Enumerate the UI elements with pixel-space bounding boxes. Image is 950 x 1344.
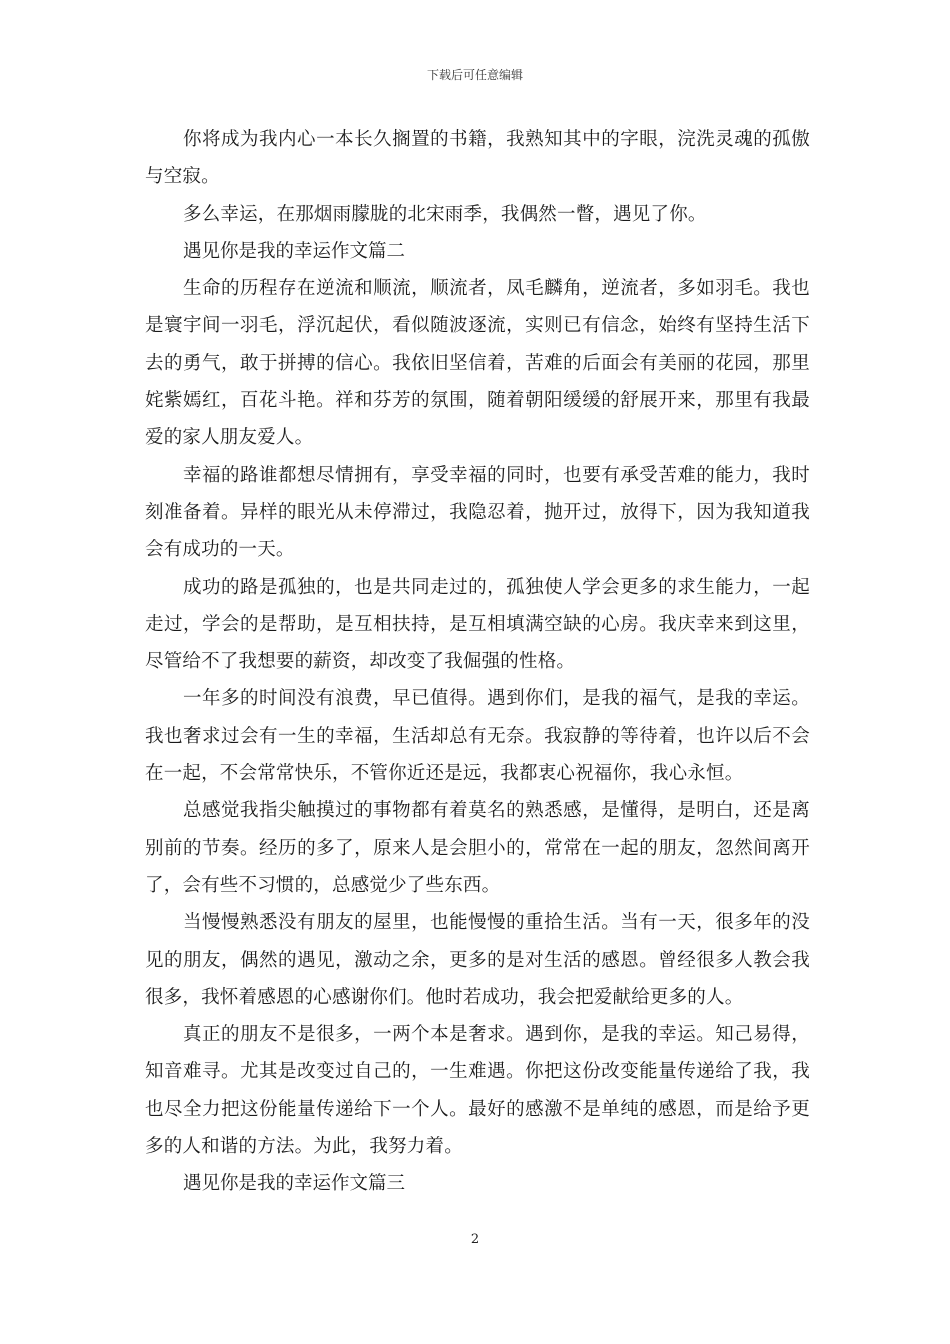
- paragraph: 当慢慢熟悉没有朋友的屋里，也能慢慢的重拾生活。当有一天，很多年的没见的朋友，偶然的遇见，激动之余，更多的是对生活的感恩。曾经很多人教会我很多，我怀着感恩的心感谢你们。他时若成功，我会把爱献给更多的人。: [145, 912, 810, 1008]
- paragraph: 总感觉我指尖触摸过的事物都有着莫名的熟悉感，是懂得，是明白，还是离别前的节奏。经历的多了，原来人是会胆小的，常常在一起的朋友，忽然间离开了，会有些不习惯的，总感觉少了些东西。: [145, 800, 810, 896]
- paragraph: 生命的历程存在逆流和顺流，顺流者，凤毛麟角，逆流者，多如羽毛。我也是寰宇间一羽毛，浮沉起伏，看似随波逐流，实则已有信念，始终有坚持生活下去的勇气，敢于拼搏的信心。我依旧坚信着，苦难的后面会有美丽的花园，那里姹紫嫣红，百花斗艳。祥和芬芳的氛围，随着朝阳缓缓的舒展开来，那里有我最爱的家人朋友爱人。: [145, 278, 810, 449]
- section-heading: 遇见你是我的幸运作文篇三: [183, 1173, 406, 1195]
- section-heading: 遇见你是我的幸运作文篇二: [183, 240, 406, 262]
- document-body: [145, 121, 810, 1203]
- page-header: 下载后可任意编辑: [426, 68, 523, 82]
- paragraph: 真正的朋友不是很多，一两个本是奢求。遇到你，是我的幸运。知己易得，知音难寻。尤其是改变过自己的，一生难遇。你把这份改变能量传递给了我，我也尽全力把这份能量传递给下一个人。最好的感激不是单纯的感恩，而是给予更多的人和谐的方法。为此，我努力着。: [145, 1024, 810, 1158]
- page-number: 2: [470, 1232, 480, 1247]
- paragraph: 一年多的时间没有浪费，早已值得。遇到你们，是我的福气，是我的幸运。我也奢求过会有一生的幸福，生活却总有无奈。我寂静的等待着，也许以后不会在一起，不会常常快乐，不管你近还是远，我都衷心祝福你，我心永恒。: [145, 688, 810, 785]
- paragraph: 你将成为我内心一本长久搁置的书籍，我熟知其中的字眼，浣洗灵魂的孤傲与空寂。: [145, 129, 810, 188]
- paragraph: 多么幸运，在那烟雨朦胧的北宋雨季，我偶然一瞥，遇见了你。: [183, 203, 707, 225]
- paragraph: 成功的路是孤独的，也是共同走过的，孤独使人学会更多的求生能力，一起走过，学会的是帮助，是互相扶持，是互相填满空缺的心房。我庆幸来到这里，尽管给不了我想要的薪资，却改变了我倔强的性格。: [145, 576, 810, 673]
- paragraph: 幸福的路谁都想尽情拥有，享受幸福的同时，也要有承受苦难的能力，我时刻准备着。异样的眼光从未停滞过，我隐忍着，抛开过，放得下，因为我知道我会有成功的一天。: [145, 464, 810, 561]
